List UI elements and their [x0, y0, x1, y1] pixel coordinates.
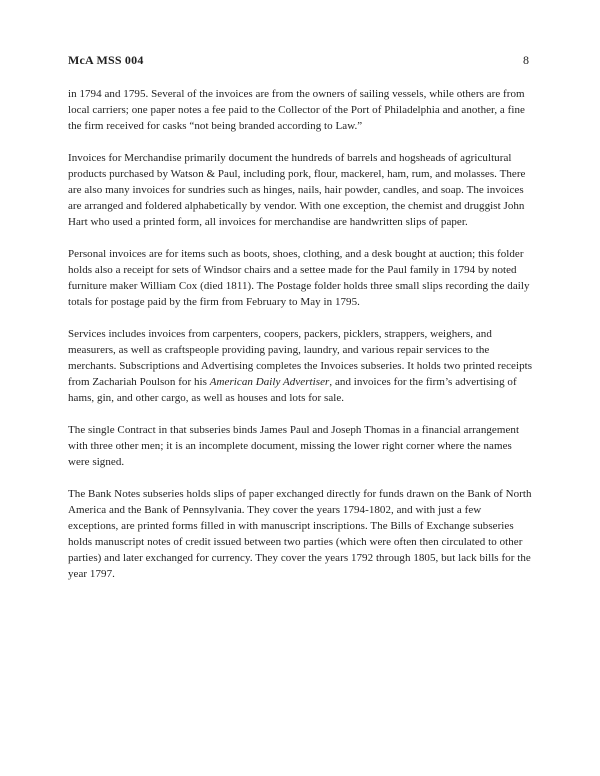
paragraph [68, 486, 534, 582]
paragraph [68, 326, 534, 406]
text-run: The single Contract in that subseries binds James Paul and Joseph Thomas in a financial arrangement with three other men; it is an incomplete document, missing the lower right corner where the names were signed. [68, 424, 520, 468]
text-run: Personal invoices are for items such as boots, shoes, clothing, and a desk bought at auction; this folder holds also a receipt for sets of Windsor chairs and a settee made for the Paul family in 1794 by noted furniture maker William Cox (died 1811). The Postage folder holds three small slips recording the daily totals for postage paid by the firm from February to May in 1795. [68, 248, 530, 308]
text-run: Invoices for Merchandise primarily document the hundreds of barrels and hogsheads of agricultural products purchased by Watson & Paul, including pork, flour, mackerel, ham, rum, and molasses. There are also many invoices for sundries such as hinges, nails, hair powder, candles, and soap. The invoices are arranged and foldered alphabetically by vendor. With one exception, the chemist and druggist John Hart who used a printed form, all invoices for merchandise are handwritten slips of paper. [68, 152, 526, 228]
paragraph [68, 422, 534, 470]
paragraph [68, 86, 534, 134]
paragraph [68, 246, 534, 310]
header-title: McA MSS 004 [68, 53, 144, 67]
document-body [68, 86, 534, 582]
page-number: 8 [523, 53, 529, 67]
text-run: , and invoices for the firm’s advertising of hams, gin, and other cargo, as well as houses and lots for sale. [68, 376, 517, 404]
text-run: in 1794 and 1795. Several of the invoices are from the owners of sailing vessels, while others are from local carriers; one paper notes a fee paid to the Collector of the Port of Philadelphia and another, a fine the firm received for casks “not being branded according to Law.” [68, 88, 525, 132]
page-header [68, 52, 534, 68]
text-run: Services includes invoices from carpenters, coopers, packers, picklers, strappers, weighers, and measurers, as well as craftspeople providing paving, laundry, and various repair services to the merchants. Subscriptions and Advertising completes the Invoices subseries. It holds two printed receipts from Zachariah Poulson for his [68, 328, 533, 388]
text-run: The Bank Notes subseries holds slips of paper exchanged directly for funds drawn on the Bank of North America and the Bank of Pennsylvania. They cover the years 1794-1802, and with just a few exceptions, are printed forms filled in with manuscript inscriptions. The Bills of Exchange subseries holds manuscript notes of credit issued between two parties (which were often then circulated to other parties) and later exchanged for currency. They cover the years 1792 through 1805, but lack bills for the year 1797. [68, 488, 532, 580]
italic-text-run: American Daily Advertiser [209, 376, 330, 388]
paragraph [68, 150, 534, 230]
